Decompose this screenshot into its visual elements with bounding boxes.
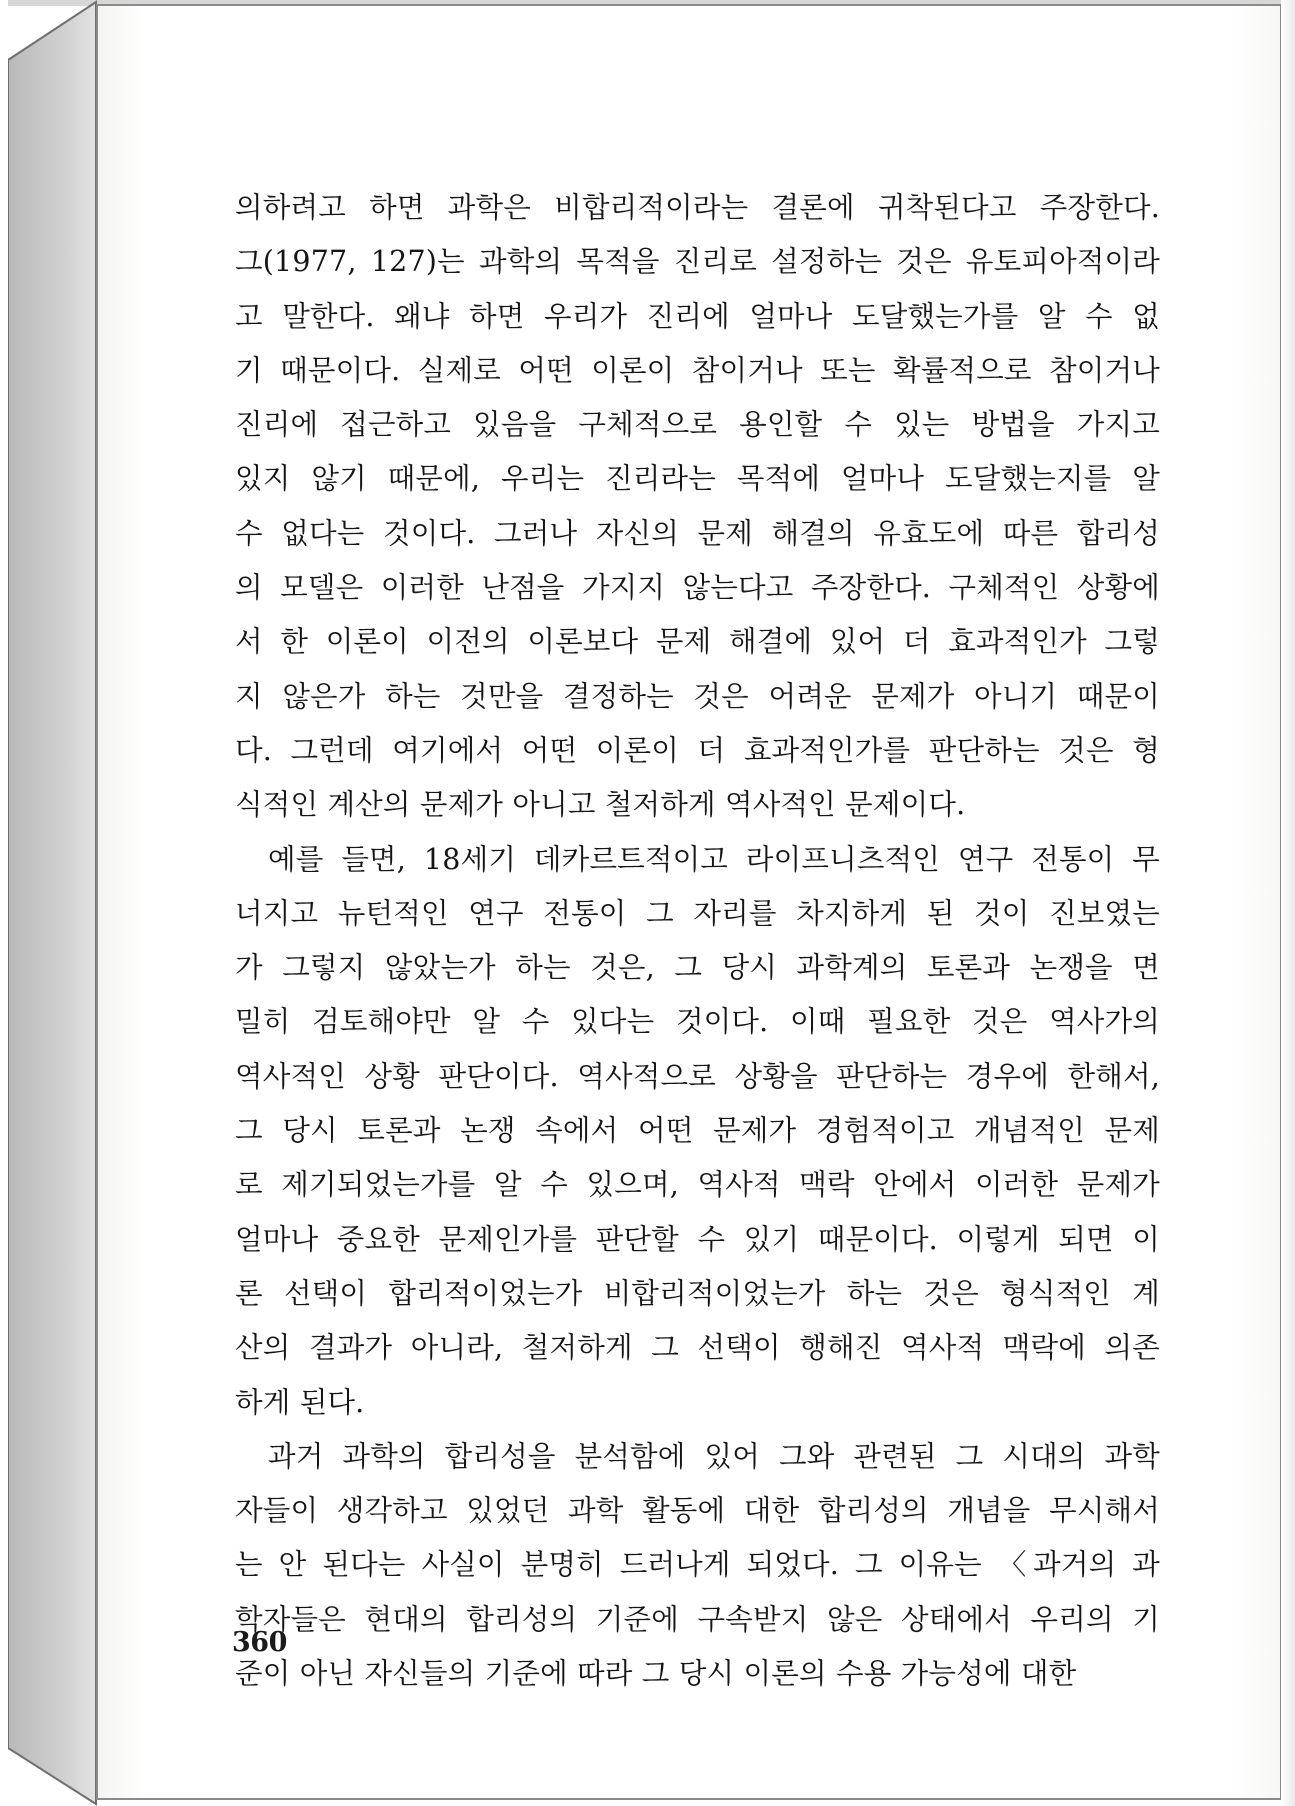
text-line: 하게 된다. xyxy=(235,1385,365,1419)
text-line: 밀히 검토해야만 알 수 있다는 것이다. 이때 필요한 것은 역사가의 xyxy=(235,1005,1160,1039)
text-line: 있지 않기 때문에, 우리는 진리라는 목적에 얼마나 도달했는지를 알 xyxy=(235,462,1160,496)
paragraph xyxy=(235,1430,1160,1701)
page-right-shade xyxy=(1281,0,1295,1806)
text-line: 준이 아닌 자신들의 기준에 따라 그 당시 이론의 수용 가능성에 대한 xyxy=(235,1657,1077,1691)
text-line: 그(1977, 127)는 과학의 목적을 진리로 설정하는 것은 유토피아적이라 xyxy=(235,245,1160,279)
book-spine xyxy=(8,0,98,1806)
text-line: 지 않은가 하는 것만을 결정하는 것은 어려운 문제가 아니기 때문이 xyxy=(235,679,1160,713)
text-line: 자들이 생각하고 있었던 과학 활동에 대한 합리성의 개념을 무시해서 xyxy=(235,1494,1160,1528)
text-line: 진리에 접근하고 있음을 구체적으로 용인할 수 있는 방법을 가지고 xyxy=(235,408,1160,442)
text-line: 고 말한다. 왜냐 하면 우리가 진리에 얼마나 도달했는가를 알 수 없 xyxy=(235,299,1160,333)
text-line: 수 없다는 것이다. 그러나 자신의 문제 해결의 유효도에 따른 합리성 xyxy=(235,516,1160,550)
text-line: 로 제기되었는가를 알 수 있으며, 역사적 맥락 안에서 이러한 문제가 xyxy=(235,1168,1160,1202)
text-line: 기 때문이다. 실제로 어떤 이론이 참이거나 또는 확률적으로 참이거나 xyxy=(235,353,1160,387)
text-line: 너지고 뉴턴적인 연구 전통이 그 자리를 차지하게 된 것이 진보였는 xyxy=(235,896,1160,930)
page-number: 360 xyxy=(232,1627,287,1658)
text-line: 의하려고 하면 과학은 비합리적이라는 결론에 귀착된다고 주장한다. xyxy=(235,191,1160,224)
text-line: 얼마나 중요한 문제인가를 판단할 수 있기 때문이다. 이렇게 되면 이 xyxy=(235,1222,1160,1256)
text-line: 서 한 이론이 이전의 이론보다 문제 해결에 있어 더 효과적인가 그렇 xyxy=(235,625,1160,659)
paragraph xyxy=(235,181,1160,833)
text-line: 다. 그런데 여기에서 어떤 이론이 더 효과적인가를 판단하는 것은 형 xyxy=(235,733,1160,767)
text-line: 그 당시 토론과 논쟁 속에서 어떤 문제가 경험적이고 개념적인 문제 xyxy=(235,1114,1160,1148)
paragraph xyxy=(235,833,1160,1430)
text-line: 식적인 계산의 문제가 아니고 철저하게 역사적인 문제이다. xyxy=(235,788,966,822)
text-line: 예를 들면, 18세기 데카르트적이고 라이프니츠적인 연구 전통이 무 xyxy=(268,842,1160,876)
text-line: 역사적인 상황 판단이다. 역사적으로 상황을 판단하는 경우에 한해서, xyxy=(235,1059,1160,1093)
text-line: 가 그렇지 않았는가 하는 것은, 그 당시 과학계의 토론과 논쟁을 면 xyxy=(235,951,1160,985)
body-text xyxy=(235,181,1160,1701)
text-line: 론 선택이 합리적이었는가 비합리적이었는가 하는 것은 형식적인 계 xyxy=(235,1276,1160,1310)
text-line: 의 모델은 이러한 난점을 가지지 않는다고 주장한다. 구체적인 상황에 xyxy=(235,571,1160,605)
text-line: 는 안 된다는 사실이 분명히 드러나게 되었다. 그 이유는 〈과거의 과 xyxy=(235,1548,1160,1582)
text-line: 학자들은 현대의 합리성의 기준에 구속받지 않은 상태에서 우리의 기 xyxy=(235,1602,1160,1636)
text-line: 과거 과학의 합리성을 분석함에 있어 그와 관련된 그 시대의 과학 xyxy=(268,1439,1160,1473)
book-spine-shape xyxy=(8,0,98,1806)
text-line: 산의 결과가 아니라, 철저하게 그 선택이 행해진 역사적 맥락에 의존 xyxy=(235,1331,1160,1365)
